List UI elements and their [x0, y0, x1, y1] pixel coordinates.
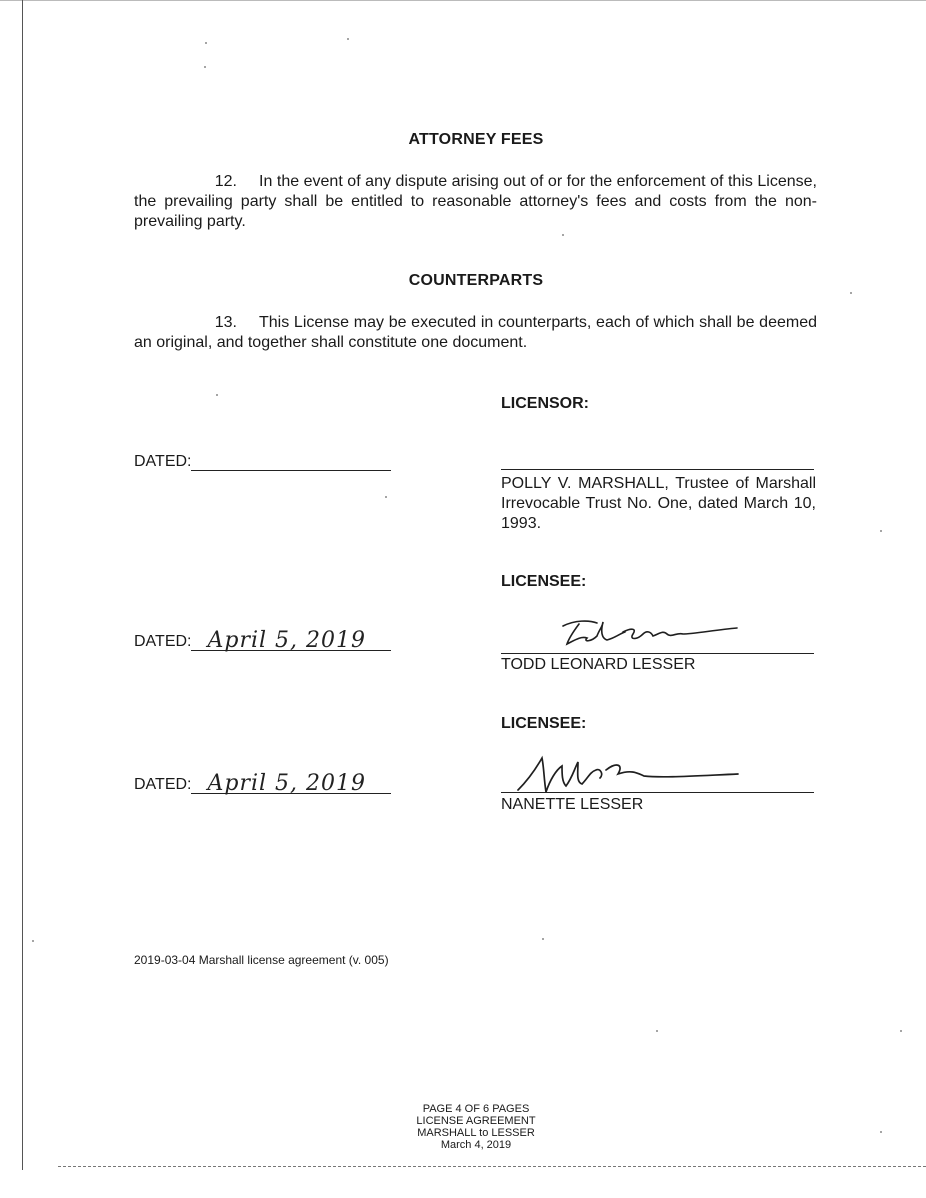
scan-speck: [32, 940, 34, 942]
licensee-1-label: LICENSEE:: [501, 573, 587, 590]
handwritten-date: April 5, 2019: [207, 771, 367, 796]
licensee-1-signer-name: TODD LEONARD LESSER: [501, 656, 696, 673]
scan-edge-top: [0, 0, 926, 1]
scan-speck: [900, 1030, 902, 1032]
scan-edge-bottom: [58, 1166, 926, 1167]
scan-speck: [880, 530, 882, 532]
scan-speck: [347, 38, 349, 40]
scan-speck: [385, 496, 387, 498]
licensor-dated: [134, 452, 391, 471]
document-reference: 2019-03-04 Marshall license agreement (v. 005): [134, 953, 389, 967]
section-heading-counterparts: COUNTERPARTS: [408, 272, 544, 289]
scan-edge-left: [22, 0, 23, 1170]
section-heading-attorney-fees: ATTORNEY FEES: [408, 131, 544, 148]
date-line: [191, 771, 391, 796]
page-number: PAGE 4 OF 6 PAGES: [422, 1103, 530, 1115]
agreement-title: LICENSE AGREEMENT: [416, 1115, 536, 1127]
agreement-parties: MARSHALL to LESSER: [417, 1127, 535, 1139]
todd-lesser-signature-icon: [545, 616, 745, 654]
clause-12: [134, 172, 817, 232]
dated-label: DATED:: [134, 633, 192, 650]
scan-speck: [216, 394, 218, 396]
clause-text: This License may be executed in counterparts, each of which shall be deemed an original, and together shall constitute one document.: [134, 314, 817, 351]
scan-speck: [542, 938, 544, 940]
scan-speck: [562, 234, 564, 236]
scan-speck: [656, 1030, 658, 1032]
scan-speck: [850, 292, 852, 294]
scan-speck: [205, 42, 207, 44]
licensor-signer-text: POLLY V. MARSHALL, Trustee of Marshall Irrevocable Trust No. One, dated March 10, 1993.: [501, 475, 816, 532]
scan-speck: [204, 66, 206, 68]
date-line: [191, 628, 391, 653]
licensee-1-signature-line: [501, 653, 814, 654]
clause-13: [134, 313, 817, 353]
clause-text: In the event of any dispute arising out of or for the enforcement of this License, the prevailing party shall be entitled to reasonable attorney's fees and costs from the non-prevailing party.: [134, 173, 817, 230]
agreement-date: March 4, 2019: [440, 1139, 512, 1151]
date-line: [191, 452, 391, 471]
clause-number: 13.: [214, 314, 237, 331]
licensee-1-dated: [134, 628, 391, 653]
licensor-label: LICENSOR:: [501, 395, 589, 412]
page-footer: [0, 1103, 926, 1151]
licensee-2-label: LICENSEE:: [501, 715, 587, 732]
licensee-2-signature-line: [501, 792, 814, 793]
licensee-2-dated: [134, 771, 391, 796]
licensor-signature-line: [501, 469, 814, 470]
handwritten-date: April 5, 2019: [207, 628, 367, 653]
clause-number: 12.: [214, 173, 237, 190]
dated-label: DATED:: [134, 776, 192, 793]
dated-label: DATED:: [134, 453, 192, 470]
licensee-2-signer-name: NANETTE LESSER: [501, 796, 644, 813]
